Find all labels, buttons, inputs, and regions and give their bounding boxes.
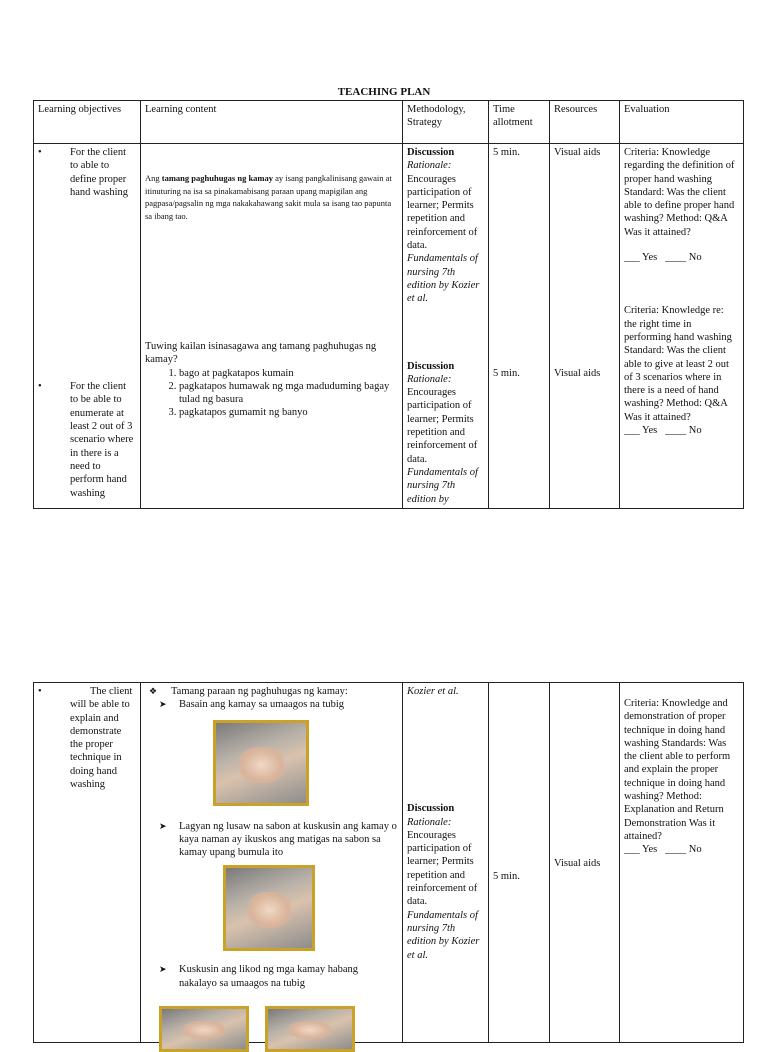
header-content: Learning content xyxy=(141,101,403,144)
scenario-list xyxy=(145,367,398,420)
hands-rub-image xyxy=(159,1006,249,1052)
header-objectives: Learning objectives xyxy=(34,101,141,144)
hands-soap-image xyxy=(223,865,315,951)
objective-cell xyxy=(34,144,141,509)
step-1: ➤ Basain ang kamay sa umaagos na tubig xyxy=(145,698,398,711)
yes-no-3: ___ Yes ____ No xyxy=(624,844,702,856)
objective-cell xyxy=(34,683,141,1043)
reference-continued: Kozier et al. xyxy=(407,686,459,697)
list-item: 3. pagkatapos gumamit ng banyo xyxy=(179,406,398,419)
yes-no-1: ___ Yes ____ No xyxy=(624,252,702,264)
teaching-plan-table-part2 xyxy=(33,682,744,1043)
time-1: 5 min. xyxy=(493,147,520,158)
content-cell xyxy=(141,683,403,1043)
method-title: Discussion xyxy=(407,803,455,815)
list-item: 2. pagkatapos humawak ng mga maduduming bagay tulad ng basura xyxy=(179,380,398,407)
resources-3: Visual aids xyxy=(554,858,601,869)
header-row xyxy=(34,101,744,144)
evaluation-cell xyxy=(620,683,744,1043)
evaluation-cell xyxy=(620,144,744,509)
teaching-plan-table-part1 xyxy=(33,100,744,509)
time-3: 5 min. xyxy=(493,871,520,882)
content-cell xyxy=(141,144,403,509)
yes-no-2: ___ Yes ____ No xyxy=(624,425,702,437)
header-evaluation: Evaluation xyxy=(620,101,744,144)
method-block-2: Discussion Rationale: Encourages participation of learner; Permits repetition and reinforcement of data. Fundamentals of nursing 7th edition by xyxy=(407,360,478,505)
method-block-1: Discussion Rationale: Encourages participation of learner; Permits repetition and reinforcement of data. Fundamentals of nursing 7th edition by Kozier et al. xyxy=(407,147,480,305)
methodology-cell xyxy=(403,144,489,509)
header-methodology: Methodology, Strategy xyxy=(403,101,489,144)
method-block-3: Discussion Rationale: Encourages participation of learner; Permits repetition and reinforcement of data. Fundamentals of nursing 7th edition by Kozier et al. xyxy=(407,803,480,961)
step-3-images xyxy=(145,1006,398,1036)
content-definition: Ang tamang paghuhugas ng kamay ay isang pangkalinisang gawain at itinuturing na isa sa pinakamabisang paraan upang mapigilan ang pagpasa/pagsalin ng mga nakakahawang sakit mula sa isang tao papunta sa ibang tao. xyxy=(145,173,392,221)
header-time: Time allotment xyxy=(489,101,550,144)
table-row xyxy=(34,683,744,1043)
objective-1: • For the client to able to define proper hand washing xyxy=(38,146,134,199)
methodology-cell xyxy=(403,683,489,1043)
resources-2: Visual aids xyxy=(554,368,601,380)
hands-rub-image xyxy=(265,1006,355,1052)
page-title: TEACHING PLAN xyxy=(337,86,431,98)
resources-cell xyxy=(550,683,620,1043)
time-2: 5 min. xyxy=(493,368,520,380)
objective-3: • The client will be able to explain and demonstrate the proper technique in doing hand washing xyxy=(38,685,136,791)
step-2: ➤ Lagyan ng lusaw na sabon at kuskusin ang kamay o kaya naman ay ikuskos ang matigas na sabon sa kamay upang bumula ito xyxy=(145,820,398,860)
list-item: 1. bago at pagkatapos kumain xyxy=(179,367,398,380)
evaluation-1: Criteria: Knowledge regarding the definition of proper hand washing Standard: Was the client able to define proper hand washing? Method: Q&A Was it attained? xyxy=(624,147,735,238)
resources-cell xyxy=(550,144,620,509)
table-row xyxy=(34,144,744,509)
resources-1: Visual aids xyxy=(554,147,601,158)
header-resources: Resources xyxy=(550,101,620,144)
evaluation-3: Criteria: Knowledge and demonstration of proper technique in doing hand washing Standards: Was the client able to perform and explain the proper technique in doing hand washing? Method: Explanation and Return Demonstration Was it attained? xyxy=(624,698,731,842)
objective-2: • For the client to be able to enumerate at least 2 out of 3 scenario where in there is a need to perform hand washing xyxy=(38,380,134,500)
time-cell xyxy=(489,144,550,509)
hands-water-image xyxy=(213,720,309,806)
evaluation-2: Criteria: Knowledge re: the right time in performing hand washing Standard: Was the client able to give at least 2 out of 3 scenarios where in there is a need of hand washing? Method: Q&A Was it attained? xyxy=(624,305,732,423)
step-3: ➤ Kuskusin ang likod ng mga kamay habang nakalayo sa umaagos na tubig xyxy=(145,963,398,990)
content-question: Tuwing kailan isinasagawa ang tamang paghuhugas ng kamay? xyxy=(145,341,377,366)
time-cell xyxy=(489,683,550,1043)
method-title: Discussion xyxy=(407,147,455,158)
method-title: Discussion xyxy=(407,360,455,372)
technique-heading: ❖ Tamang paraan ng paghuhugas ng kamay: xyxy=(145,685,398,698)
